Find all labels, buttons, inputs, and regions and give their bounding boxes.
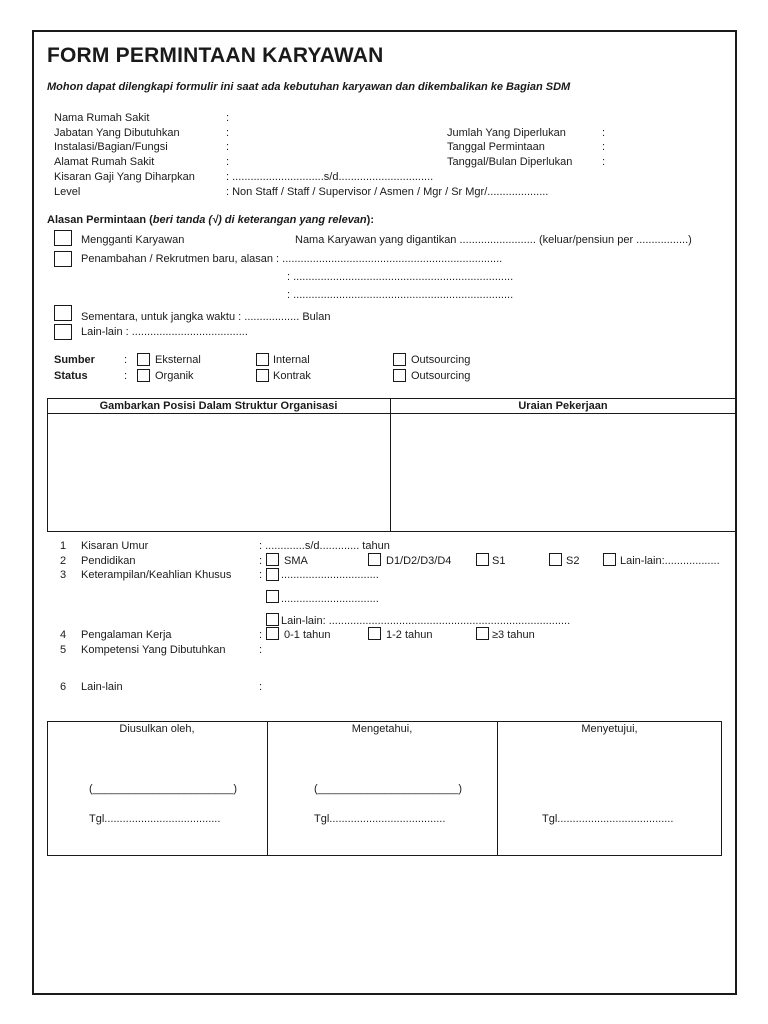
position-table-header-job-description: Uraian Pekerjaan [518,400,608,412]
checkbox-temporary[interactable] [54,305,72,321]
req-skills-label: Keterampilan/Keahlian Khusus [81,569,232,581]
req-5-number: 5 [60,644,67,656]
status-option-organik: Organik [155,370,194,382]
checkbox-exp-0-1[interactable] [266,627,279,640]
signature-acknowledged-name[interactable]: (_______________________) [314,783,463,795]
status-option-outsourcing: Outsourcing [411,370,471,382]
field-label-salary-range: Kisaran Gaji Yang Diharpkan [54,171,195,183]
sumber-option-outsourcing: Outsourcing [411,354,471,366]
exp-option-0-1: 0-1 tahun [284,629,331,641]
checkbox-edu-other[interactable] [603,553,616,566]
field-value-salary-range[interactable]: : ..............................s/d............................... [226,171,434,183]
reason-replace-detail[interactable]: Nama Karyawan yang digantikan ......................... (keluar/pensiun per .................) [295,234,692,246]
req-4-number: 4 [60,629,67,641]
field-label-department: Instalasi/Bagian/Fungsi [54,141,168,153]
field-value-department[interactable]: : [226,141,230,153]
form-title: FORM PERMINTAAN KARYAWAN [47,44,384,67]
exp-option-1-2: 1-2 tahun [386,629,433,641]
edu-option-other[interactable]: Lain-lain:.................. [620,555,720,567]
reason-temporary-label[interactable]: Sementara, untuk jangka waktu : .................. Bulan [81,311,331,323]
field-label-needed-date: Tanggal/Bulan Diperlukan [447,156,573,168]
reasons-heading: Alasan Permintaan (beri tanda (√) di keterangan yang relevan): [47,214,374,226]
field-value-needed-date[interactable]: : [602,156,606,168]
position-structure-area[interactable] [48,414,389,531]
reason-replace-label: Mengganti Karyawan [81,234,185,246]
field-label-hospital-name: Nama Rumah Sakit [54,112,150,124]
reason-other-label[interactable]: Lain-lain : ...................................... [81,326,248,338]
signature-divider-1 [267,721,268,856]
checkbox-status-outsourcing[interactable] [393,369,406,382]
req-age-value[interactable]: : .............s/d............. tahun [259,540,390,552]
req-education-label: Pendidikan [81,555,136,567]
signature-proposed-name[interactable]: (_______________________) [89,783,238,795]
signature-approved-date[interactable]: Tgl...................................... [542,813,674,825]
skill-line-1[interactable]: ................................ [281,569,379,581]
edu-option-diploma: D1/D2/D3/D4 [386,555,452,567]
field-label-quantity: Jumlah Yang Diperlukan [447,127,566,139]
skill-line-2[interactable]: ................................ [281,593,379,605]
req-3-number: 3 [60,569,67,581]
job-description-area[interactable] [391,414,735,531]
exp-option-3-plus: ≥3 tahun [492,629,535,641]
checkbox-new-recruitment[interactable] [54,251,72,267]
signature-approved-title: Menyetujui, [581,723,638,735]
checkbox-status-organik[interactable] [137,369,150,382]
sumber-label: Sumber [54,354,95,366]
signature-acknowledged-date[interactable]: Tgl...................................... [314,813,446,825]
checkbox-edu-s1[interactable] [476,553,489,566]
sumber-colon: : [124,354,128,366]
req-2-number: 2 [60,555,67,567]
field-label-hospital-address: Alamat Rumah Sakit [54,156,155,168]
field-label-level: Level [54,186,81,198]
checkbox-skill-2[interactable] [266,590,279,603]
sumber-option-eksternal: Eksternal [155,354,201,366]
req-age-label: Kisaran Umur [81,540,149,552]
status-colon: : [124,370,128,382]
edu-option-s1: S1 [492,555,506,567]
checkbox-edu-s2[interactable] [549,553,562,566]
edu-option-sma: SMA [284,555,308,567]
edu-option-s2: S2 [566,555,580,567]
checkbox-edu-diploma[interactable] [368,553,381,566]
checkbox-other-reason[interactable] [54,324,72,340]
checkbox-exp-3-plus[interactable] [476,627,489,640]
req-1-number: 1 [60,540,67,552]
reason-add-line-2[interactable]: : ........................................................................ [287,271,514,283]
signature-proposed-date[interactable]: Tgl...................................... [89,813,221,825]
req-skills-colon: : [259,569,263,581]
sumber-option-internal: Internal [273,354,310,366]
req-6-number: 6 [60,681,67,693]
checkbox-status-kontrak[interactable] [256,369,269,382]
skill-other-line[interactable]: Lain-lain: ............................................................................... [281,615,571,627]
checkbox-sumber-outsourcing[interactable] [393,353,406,366]
req-competency-label: Kompetensi Yang Dibutuhkan [81,644,226,656]
req-other-label: Lain-lain [81,681,123,693]
req-competency-value[interactable]: : [259,644,263,656]
signature-acknowledged-title: Mengetahui, [351,723,413,735]
field-label-position: Jabatan Yang Dibutuhkan [54,127,180,139]
reason-add-label[interactable]: Penambahan / Rekrutmen baru, alasan : ........................................................................ [81,253,503,265]
checkbox-sumber-internal[interactable] [256,353,269,366]
req-experience-colon: : [259,629,263,641]
field-value-request-date[interactable]: : [602,141,606,153]
req-experience-label: Pengalaman Kerja [81,629,172,641]
checkbox-sumber-eksternal[interactable] [137,353,150,366]
field-value-hospital-address[interactable]: : [226,156,230,168]
reason-add-line-3[interactable]: : ........................................................................ [287,289,514,301]
field-value-hospital-name[interactable]: : [226,112,230,124]
signature-divider-2 [497,721,498,856]
checkbox-skill-1[interactable] [266,568,279,581]
checkbox-replace[interactable] [54,230,72,246]
req-other-value[interactable]: : [259,681,263,693]
checkbox-skill-other[interactable] [266,613,279,626]
form-subtitle: Mohon dapat dilengkapi formulir ini saat ada kebutuhan karyawan dan dikembalikan ke Bagian SDM [47,81,571,93]
position-table-header-structure: Gambarkan Posisi Dalam Struktur Organisasi [99,400,338,412]
field-value-quantity[interactable]: : [602,127,606,139]
field-value-position[interactable]: : [226,127,230,139]
field-label-request-date: Tanggal Permintaan [447,141,545,153]
status-option-kontrak: Kontrak [273,370,311,382]
req-education-colon: : [259,555,263,567]
signature-proposed-title: Diusulkan oleh, [119,723,195,735]
status-label: Status [54,370,88,382]
checkbox-exp-1-2[interactable] [368,627,381,640]
checkbox-edu-sma[interactable] [266,553,279,566]
field-value-level[interactable]: : Non Staff / Staff / Supervisor / Asmen / Mgr / Sr Mgr/.................... [226,186,549,198]
